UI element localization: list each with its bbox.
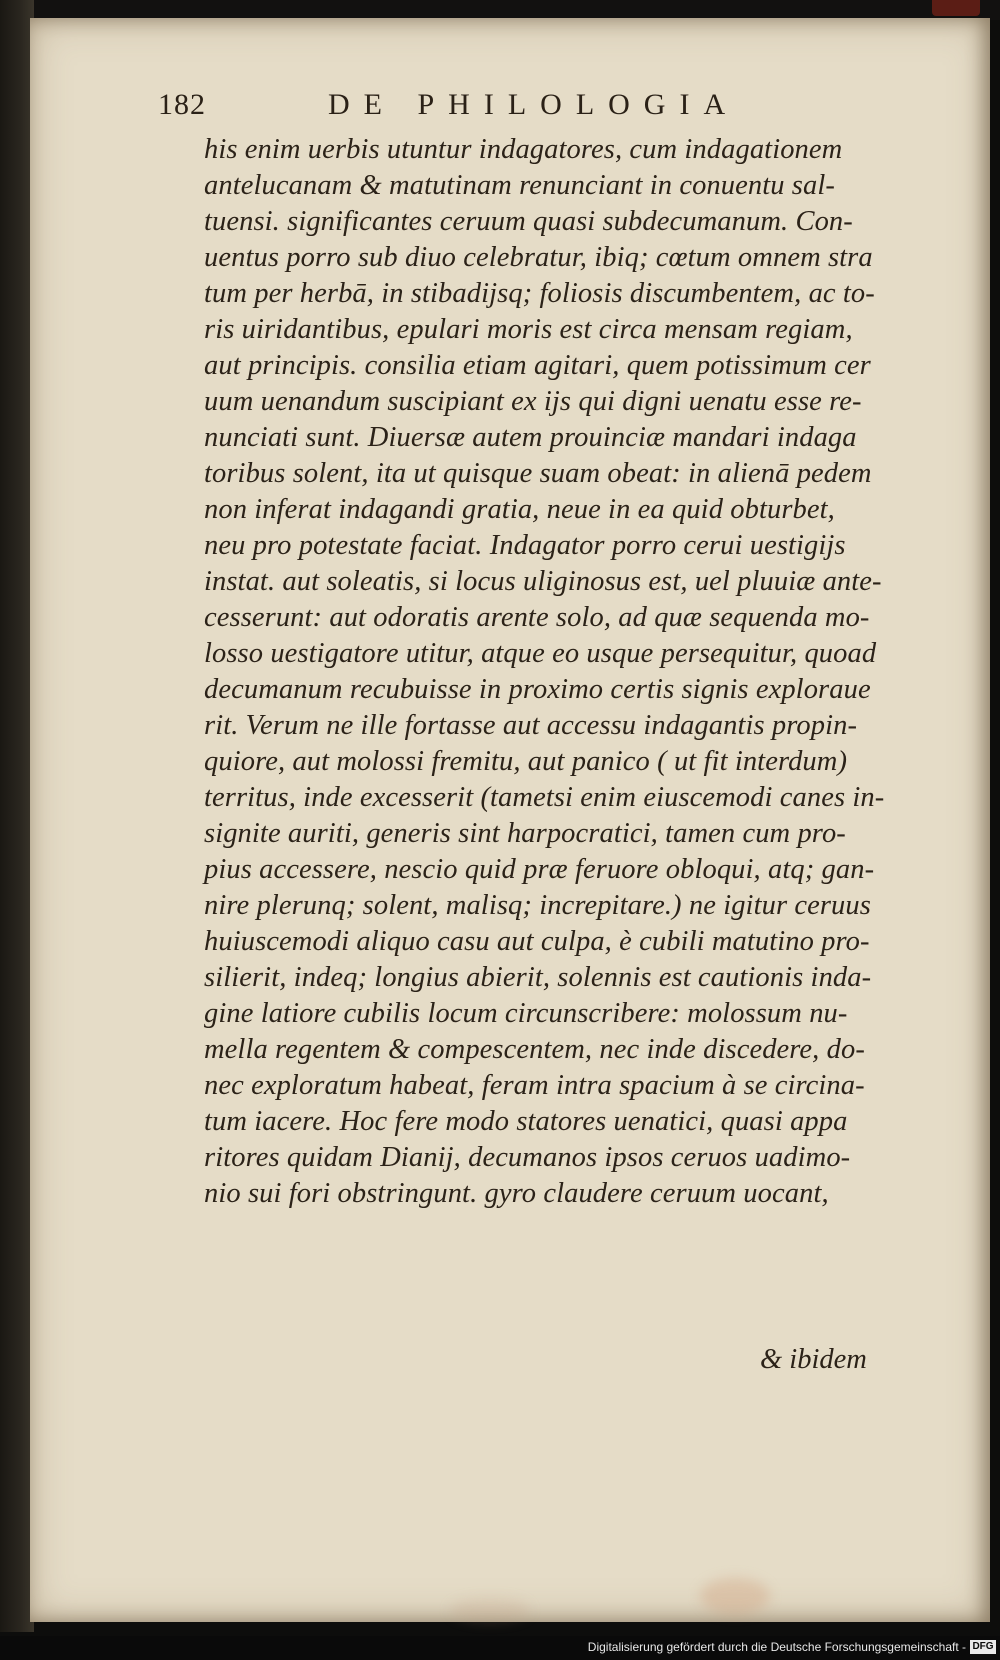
text-line: cesserunt: aut odoratis arente solo, ad quæ sequenda mo-	[204, 602, 870, 633]
page-number: 182	[158, 88, 206, 121]
text-line: decumanum recubuisse in proximo certis signis exploraue	[204, 674, 871, 705]
scan-top-edge	[0, 0, 1000, 20]
text-line: nio sui fori obstringunt. gyro claudere ceruum uocant,	[204, 1178, 829, 1209]
text-line: nec exploratum habeat, feram intra spacium à se circina-	[204, 1070, 865, 1101]
text-line: uentus porro sub diuo celebratur, ibiq; cœtum omnem stra	[204, 242, 873, 273]
text-line: ritores quidam Dianij, decumanos ipsos ceruos uadimo-	[204, 1142, 851, 1173]
text-line: tum iacere. Hoc fere modo statores uenatici, quasi appa	[204, 1106, 848, 1137]
paper-stain	[700, 1578, 770, 1614]
text-line: tum per herbā, in stibadijsq; foliosis discumbentem, ac to-	[204, 278, 875, 309]
text-line: huiuscemodi aliquo casu aut culpa, è cubili matutino pro-	[204, 926, 870, 957]
text-line: neu pro potestate faciat. Indagator porro cerui uestigijs	[204, 530, 846, 561]
text-line: toribus solent, ita ut quisque suam obeat: in alienā pedem	[204, 458, 872, 489]
paper-stain	[450, 1598, 530, 1622]
catchword: & ibidem	[760, 1344, 867, 1375]
page-header	[158, 88, 788, 124]
text-line: aut principis. consilia etiam agitari, quem potissimum cer	[204, 350, 871, 381]
digitization-footer	[0, 1636, 1000, 1660]
text-line: signite auriti, generis sint harpocratici, tamen cum pro-	[204, 818, 846, 849]
text-line: territus, inde excesserit (tametsi enim eiuscemodi canes in-	[204, 782, 885, 813]
text-line: his enim uerbis utuntur indagatores, cum indagationem	[204, 134, 843, 165]
text-line: gine latiore cubilis locum circunscribere: molossum nu-	[204, 998, 848, 1029]
text-line: silierit, indeq; longius abierit, solennis est cautionis inda-	[204, 962, 872, 993]
body-text	[204, 132, 904, 1212]
text-line: antelucanam & matutinam renunciant in conuentu sal-	[204, 170, 835, 201]
text-line: non inferat indagandi gratia, neue in ea quid obturbet,	[204, 494, 835, 525]
text-line: uum uenandum suscipiant ex ijs qui digni uenatu esse re-	[204, 386, 862, 417]
text-line: quiore, aut molossi fremitu, aut panico ( ut fit interdum)	[204, 746, 848, 777]
text-line: losso uestigatore utitur, atque eo usque persequitur, quoad	[204, 638, 877, 669]
dfg-logo: DFG	[970, 1640, 996, 1654]
text-line: ris uiridantibus, epulari moris est circa mensam regiam,	[204, 314, 853, 345]
running-title: DE PHILOLOGIA	[328, 88, 740, 121]
text-line: mella regentem & compescentem, nec inde discedere, do-	[204, 1034, 865, 1065]
text-line: rit. Verum ne ille fortasse aut accessu indagantis propin-	[204, 710, 858, 741]
scan-corner-marker	[932, 0, 980, 16]
text-line: nire plerunq; solent, malisq; increpitare.) ne igitur ceruus	[204, 890, 871, 921]
text-line: instat. aut soleatis, si locus uliginosus est, uel pluuiæ ante-	[204, 566, 882, 597]
funding-credit: Digitalisierung gefördert durch die Deutsche Forschungsgemeinschaft -	[587, 1640, 966, 1654]
text-line: nunciati sunt. Diuersæ autem prouinciæ mandari indaga	[204, 422, 857, 453]
book-spine-edge	[0, 0, 34, 1632]
text-line: tuensi. significantes ceruum quasi subdecumanum. Con-	[204, 206, 853, 237]
text-line: pius accessere, nescio quid præ feruore obloqui, atq; gan-	[204, 854, 875, 885]
